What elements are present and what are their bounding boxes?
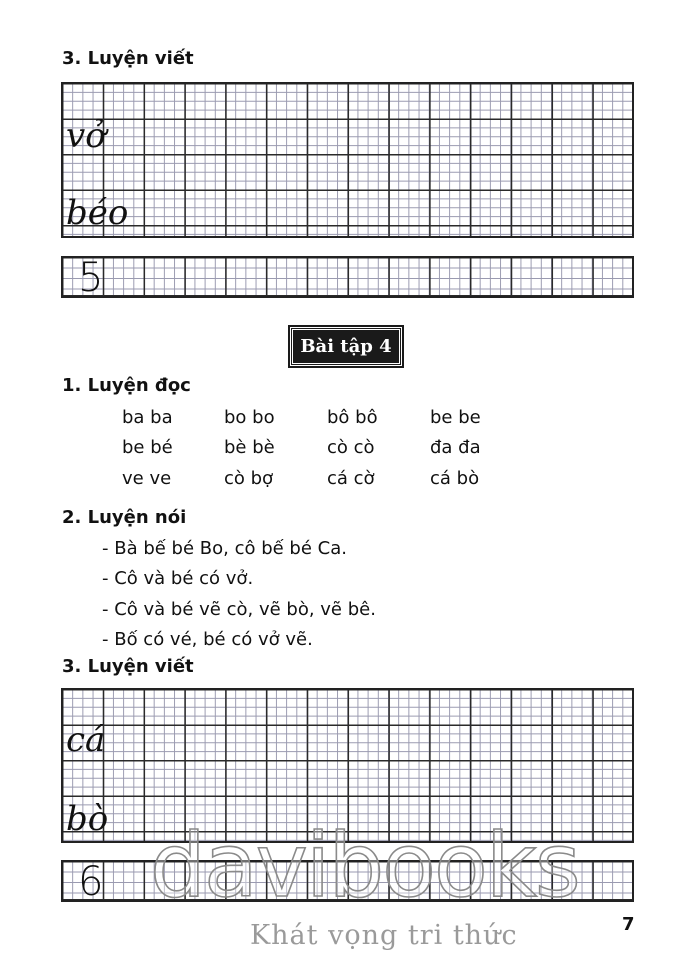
speaking-line: - Cô và bé có vở. <box>102 568 254 589</box>
reading-heading: 1. Luyện đọc <box>62 375 191 396</box>
digit-five: 5 <box>78 255 104 301</box>
reading-word: cá cờ <box>327 468 375 489</box>
watermark-brand: davibooks <box>150 814 579 917</box>
reading-word: đa đa <box>430 437 481 458</box>
reading-word: bo bo <box>224 407 275 428</box>
reading-word: be bé <box>122 437 173 458</box>
reading-word: bô bô <box>327 407 378 428</box>
cursive-word-vo: vở <box>66 116 106 156</box>
cursive-word-ca: cá <box>66 720 106 760</box>
exercise-title-box <box>290 327 402 366</box>
watermark-slogan: Khát vọng tri thức <box>250 920 518 951</box>
exercise-title: Bài tập 4 <box>300 336 392 357</box>
speaking-heading: 2. Luyện nói <box>62 507 187 528</box>
writing-heading-1: 3. Luyện viết <box>62 48 194 69</box>
reading-word: ba ba <box>122 407 173 428</box>
writing-heading-2: 3. Luyện viết <box>62 656 194 677</box>
speaking-line: - Bà bế bé Bo, cô bế bé Ca. <box>102 538 347 559</box>
reading-word: bè bè <box>224 437 275 458</box>
reading-word: cò cò <box>327 437 375 458</box>
reading-word: cò bợ <box>224 468 274 489</box>
page-number: 7 <box>622 914 635 935</box>
digit-grid-1 <box>61 255 634 301</box>
reading-word: ve ve <box>122 468 172 489</box>
digit-six: 6 <box>78 859 104 905</box>
speaking-line: - Bố có vé, bé có vở vẽ. <box>102 629 313 650</box>
reading-word: cá bò <box>430 468 480 489</box>
writing-grid-1 <box>61 82 634 238</box>
reading-word: be be <box>430 407 481 428</box>
cursive-word-bo: bò <box>66 799 109 839</box>
cursive-word-beo: béo <box>66 193 129 233</box>
speaking-line: - Cô và bé vẽ cò, vẽ bò, vẽ bê. <box>102 599 376 620</box>
